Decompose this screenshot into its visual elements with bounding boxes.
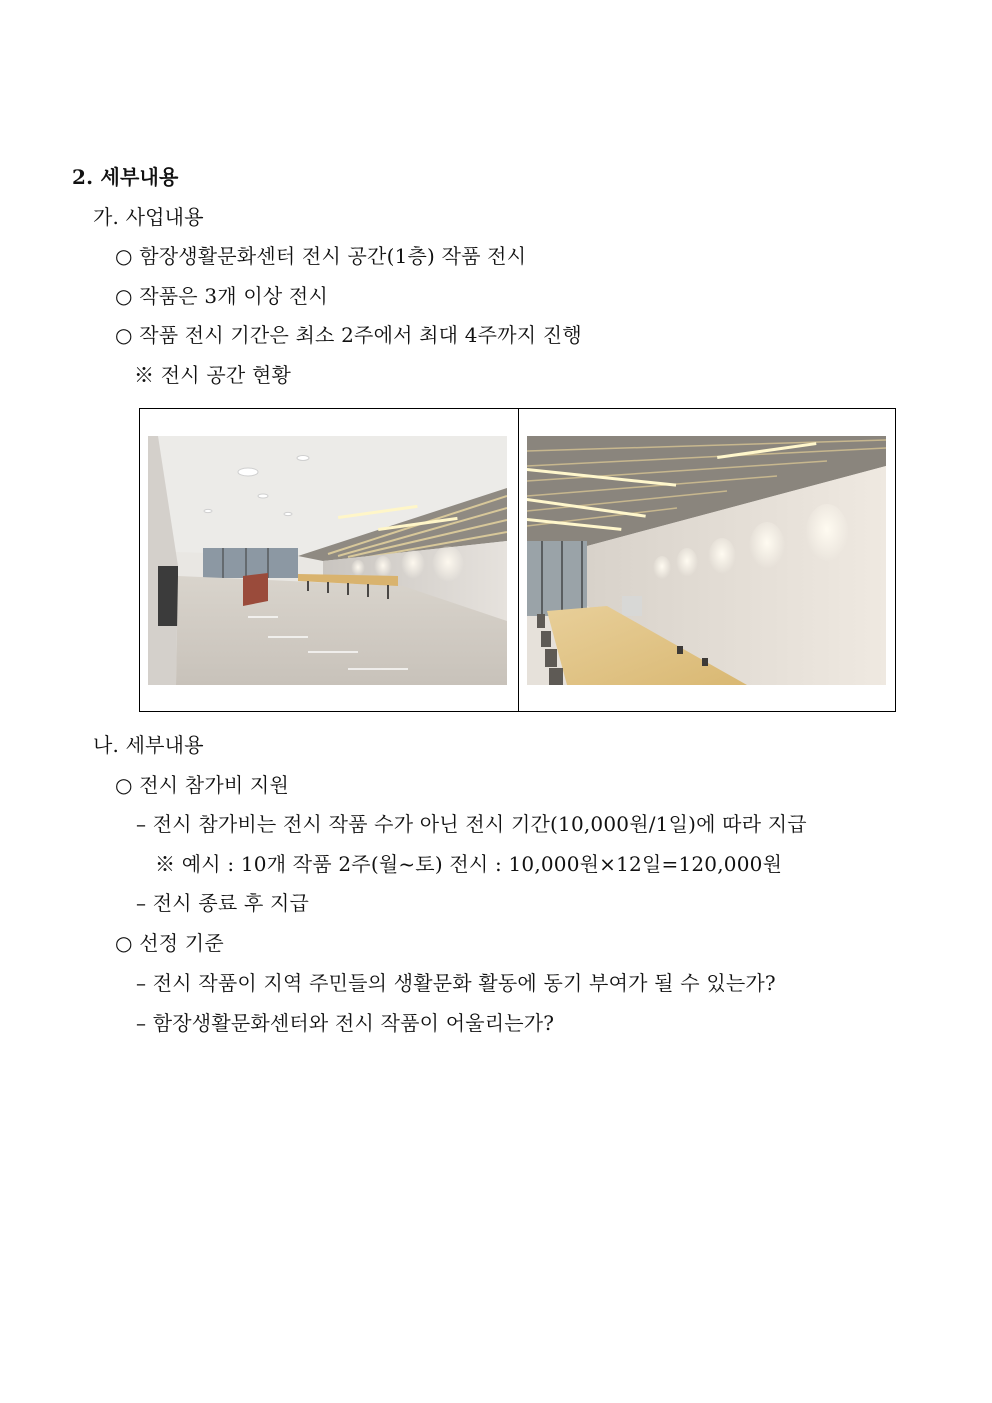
exhibition-hall-photo-2 xyxy=(527,436,886,685)
subsection-a-title: 가. 사업내용 xyxy=(93,205,204,229)
support-title: ○ 전시 참가비 지원 xyxy=(115,773,289,797)
photo-table xyxy=(139,408,896,712)
support-example: ※ 예시 : 10개 작품 2주(월~토) 전시 : 10,000원×12일=120,000원 xyxy=(155,852,783,876)
subsection-b-title: 나. 세부내용 xyxy=(93,733,204,757)
list-item: ○ 작품은 3개 이상 전시 xyxy=(115,284,328,308)
list-item: ○ 작품 전시 기간은 최소 2주에서 최대 4주까지 진행 xyxy=(115,323,582,347)
table-divider xyxy=(518,409,519,711)
section-heading: 2. 세부내용 xyxy=(72,165,179,189)
note-space-status: ※ 전시 공간 현황 xyxy=(134,363,291,387)
list-item: ○ 함장생활문화센터 전시 공간(1층) 작품 전시 xyxy=(115,244,527,268)
support-payment: – 전시 종료 후 지급 xyxy=(136,891,310,915)
criteria-title: ○ 선정 기준 xyxy=(115,931,224,955)
support-detail: – 전시 참가비는 전시 작품 수가 아닌 전시 기간(10,000원/1일)에 따라 지급 xyxy=(136,812,807,836)
criteria-item: – 함장생활문화센터와 전시 작품이 어울리는가? xyxy=(136,1011,555,1035)
criteria-item: – 전시 작품이 지역 주민들의 생활문화 활동에 동기 부여가 될 수 있는가? xyxy=(136,971,776,995)
exhibition-hall-photo-1 xyxy=(148,436,507,685)
